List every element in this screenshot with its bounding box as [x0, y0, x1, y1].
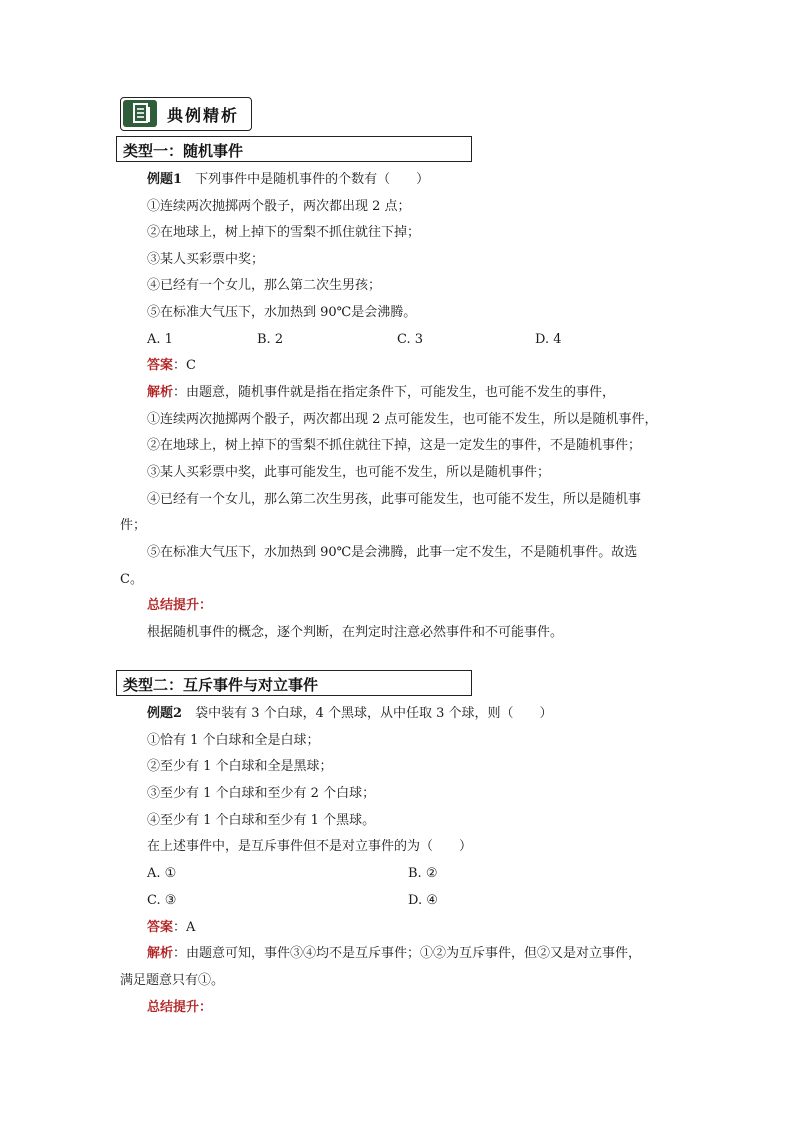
summary-label: 总结提升： [147, 1000, 213, 1015]
analysis-text: ：由题意可知，事件③④均不是互斥事件；①②为互斥事件，但②又是对立事件， [173, 946, 642, 961]
answer-value: ：C [173, 358, 196, 373]
analysis-text: ④已经有一个女儿，那么第二次生男孩，此事可能发生，也可能不发生，所以是随机事 [147, 492, 642, 507]
list-item: ①恰有 1 个白球和全是白球； [147, 733, 320, 748]
list-item: ③至少有 1 个白球和至少有 2 个白球； [147, 786, 376, 801]
list-item: ③某人买彩票中奖； [147, 252, 265, 267]
analysis-text: 满足题意只有①。 [120, 973, 225, 988]
summary-label: 总结提升： [147, 598, 213, 613]
analysis-text: ①连续两次抛掷两个骰子，两次都出现 2 点可能发生，也可能不发生，所以是随机事件， [147, 412, 658, 427]
list-item: ⑤在标准大气压下，水加热到 90℃是会沸腾。 [147, 305, 417, 320]
answer-value: ：A [173, 920, 196, 935]
document-list-icon [123, 100, 157, 127]
answer-label: 答案 [147, 358, 174, 373]
analysis-text: ②在地球上，树上掉下的雪梨不抓住就往下掉，这是一定发生的事件，不是随机事件； [147, 438, 642, 453]
option-d: D. ④ [408, 893, 438, 908]
analysis-text: ：由题意，随机事件就是指在指定条件下，可能发生，也可能不发生的事件， [173, 385, 616, 400]
analysis-text: C。 [120, 572, 143, 587]
page-title: 典例精析 [167, 106, 240, 125]
section-heading-box [116, 136, 472, 162]
option-c: C. ③ [147, 893, 177, 908]
analysis-text: ⑤在标准大气压下，水加热到 90℃是会沸腾，此事一定不发生，不是随机事件。故选 [147, 545, 638, 560]
analysis-text: ③某人买彩票中奖，此事可能发生，也可能不发生，所以是随机事件； [147, 465, 551, 480]
example-question [147, 704, 553, 724]
list-item: ②至少有 1 个白球和全是黑球； [147, 759, 333, 774]
answer-line [147, 356, 196, 376]
section-heading: 类型二：互斥事件与对立事件 [123, 676, 319, 694]
analysis-label: 解析 [147, 946, 174, 961]
summary-text: 根据随机事件的概念，逐个判断，在判定时注意必然事件和不可能事件。 [147, 625, 564, 640]
analysis-label: 解析 [147, 385, 174, 400]
option-a: A. ① [147, 866, 177, 881]
example-question [147, 170, 429, 190]
question-text: 下列事件中是随机事件的个数有（ ） [195, 172, 430, 187]
analysis-text: 件； [120, 518, 147, 533]
section-badge [120, 97, 252, 131]
option-b: B. 2 [257, 332, 284, 347]
analysis-line [147, 383, 615, 403]
example-label: 例题2 [147, 706, 183, 721]
question-text: 袋中装有 3 个白球，4 个黑球，从中任取 3 个球，则（ ） [195, 706, 553, 721]
list-item: 在上述事件中，是互斥事件但不是对立事件的为（ ） [147, 839, 473, 854]
section-heading-box [116, 670, 472, 696]
analysis-line [147, 944, 641, 964]
option-a: A. 1 [147, 332, 173, 347]
list-item: ④已经有一个女儿，那么第二次生男孩； [147, 278, 382, 293]
example-label: 例题1 [147, 172, 183, 187]
option-d: D. 4 [535, 332, 562, 347]
option-c: C. 3 [397, 332, 424, 347]
answer-line [147, 918, 195, 938]
list-item: ①连续两次抛掷两个骰子，两次都出现 2 点； [147, 199, 411, 214]
answer-label: 答案 [147, 920, 174, 935]
list-item: ②在地球上，树上掉下的雪梨不抓住就往下掉； [147, 225, 421, 240]
section-heading: 类型一：随机事件 [123, 142, 244, 160]
option-b: B. ② [408, 866, 438, 881]
list-item: ④至少有 1 个白球和至少有 1 个黑球。 [147, 813, 376, 828]
